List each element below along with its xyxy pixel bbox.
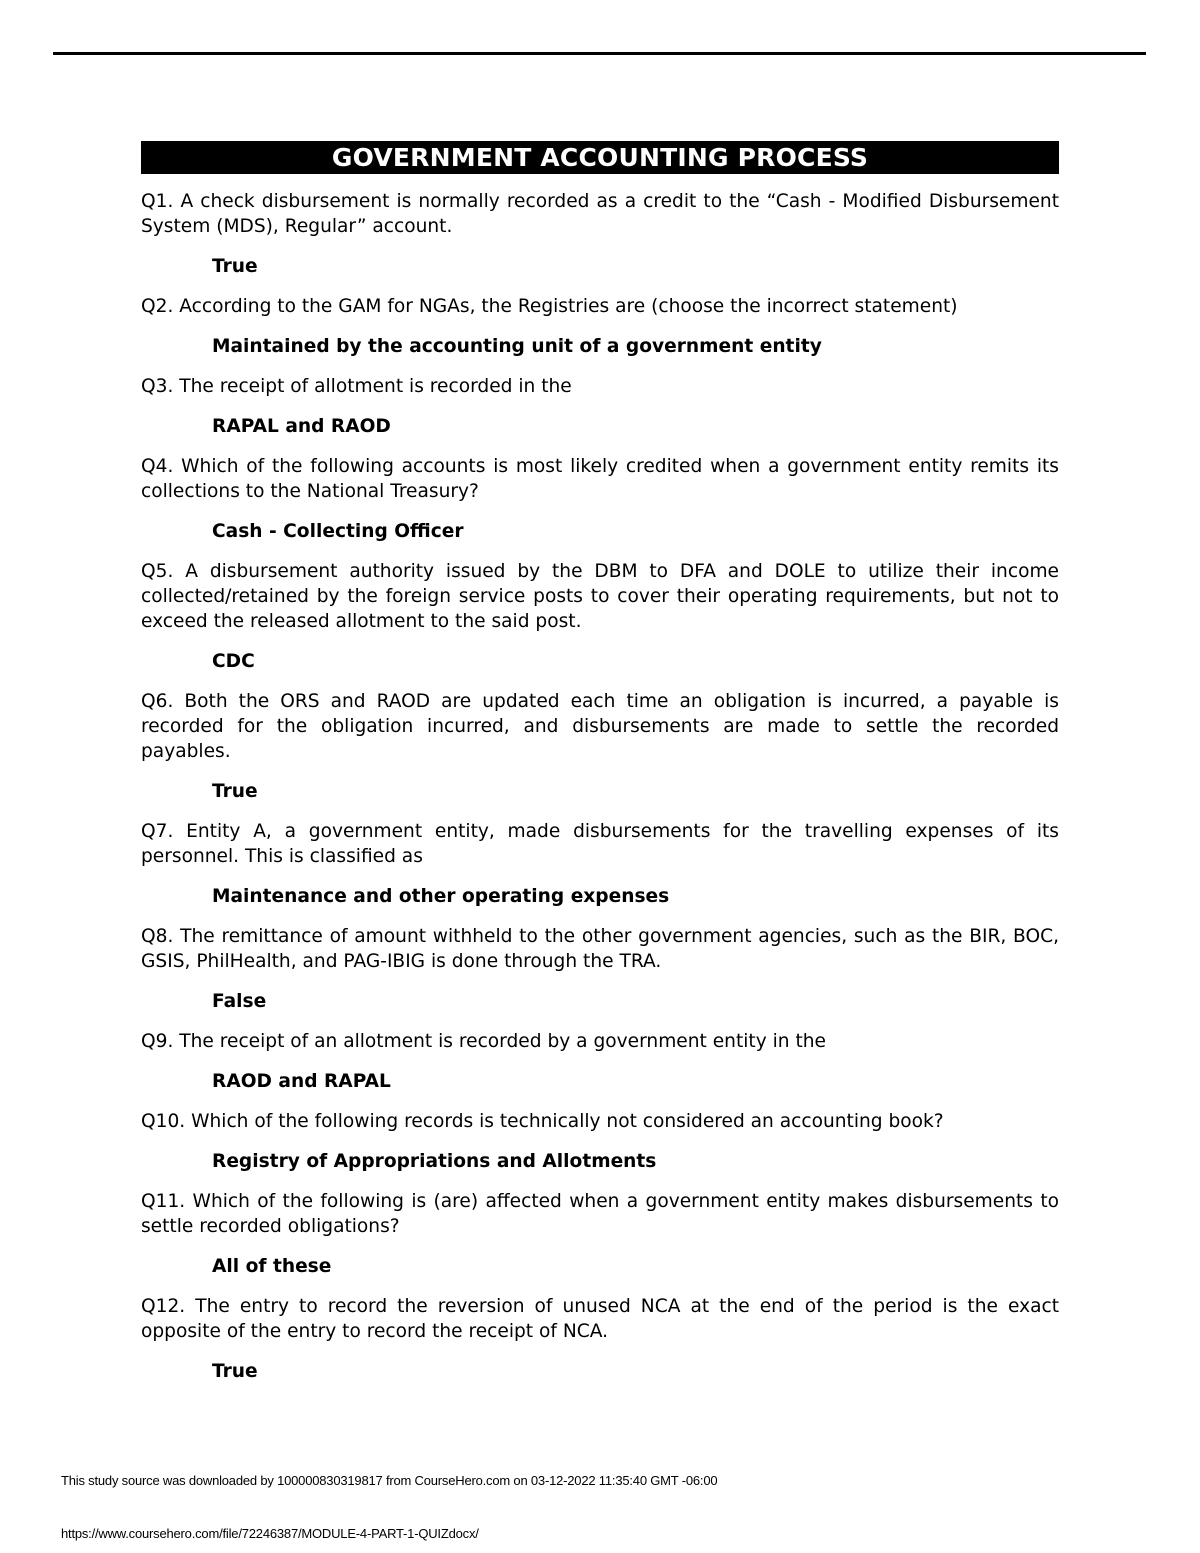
question-text: Q11. Which of the following is (are) affected when a government entity makes disbursements to settle recorded obligations? <box>141 1191 1059 1237</box>
qa-item <box>141 1294 1059 1384</box>
answer-text: RAPAL and RAOD <box>212 416 391 437</box>
qa-item <box>141 819 1059 909</box>
qa-item <box>141 189 1059 279</box>
qa-item <box>141 1189 1059 1279</box>
answer-text: Registry of Appropriations and Allotments <box>212 1151 657 1172</box>
qa-item <box>141 559 1059 674</box>
qa-item <box>141 1109 1059 1174</box>
question-text: Q9. The receipt of an allotment is recorded by a government entity in the <box>141 1031 826 1052</box>
question-text: Q5. A disbursement authority issued by the DBM to DFA and DOLE to utilize their income collected/retained by the foreign service posts to cover their operating requirements, but not to exceed the released allotment to the said post. <box>141 561 1059 632</box>
qa-item <box>141 1029 1059 1094</box>
question-text: Q6. Both the ORS and RAOD are updated each time an obligation is incurred, a payable is recorded for the obligation incurred, and disbursements are made to settle the recorded payables. <box>141 691 1059 762</box>
answer-text: True <box>212 256 258 277</box>
answer-text: Maintained by the accounting unit of a government entity <box>212 336 822 357</box>
question-text: Q7. Entity A, a government entity, made disbursements for the travelling expenses of its personnel. This is classified as <box>141 821 1059 867</box>
source-url: https://www.coursehero.com/file/72246387/MODULE-4-PART-1-QUIZdocx/ <box>61 1526 479 1541</box>
answer-text: True <box>212 1361 258 1382</box>
question-text: Q12. The entry to record the reversion of unused NCA at the end of the period is the exact opposite of the entry to record the receipt of NCA. <box>141 1296 1059 1342</box>
question-text: Q1. A check disbursement is normally recorded as a credit to the “Cash - Modified Disbursement System (MDS), Regular” account. <box>141 191 1059 237</box>
answer-text: All of these <box>212 1256 332 1277</box>
answer-text: Maintenance and other operating expenses <box>212 886 670 907</box>
answer-text: RAOD and RAPAL <box>212 1071 391 1092</box>
answer-text: False <box>212 991 267 1012</box>
document-body <box>141 141 1059 1384</box>
qa-item <box>141 454 1059 544</box>
question-text: Q8. The remittance of amount withheld to the other government agencies, such as the BIR, BOC, GSIS, PhilHealth, and PAG-IBIG is done through the TRA. <box>141 926 1059 972</box>
answer-text: True <box>212 781 258 802</box>
qa-item <box>141 689 1059 804</box>
download-source-note: This study source was downloaded by 100000830319817 from CourseHero.com on 03-12-2022 11:35:40 GMT -06:00 <box>61 1473 718 1488</box>
question-text: Q2. According to the GAM for NGAs, the Registries are (choose the incorrect statement) <box>141 296 958 317</box>
qa-item <box>141 924 1059 1014</box>
question-text: Q3. The receipt of allotment is recorded in the <box>141 376 572 397</box>
document-title: GOVERNMENT ACCOUNTING PROCESS <box>141 141 1059 174</box>
qa-item <box>141 294 1059 359</box>
answer-text: Cash - Collecting Officer <box>212 521 464 542</box>
question-text: Q10. Which of the following records is technically not considered an accounting book? <box>141 1111 944 1132</box>
top-rule <box>53 52 1146 55</box>
answer-text: CDC <box>212 651 255 672</box>
question-text: Q4. Which of the following accounts is most likely credited when a government entity remits its collections to the National Treasury? <box>141 456 1059 502</box>
qa-item <box>141 374 1059 439</box>
